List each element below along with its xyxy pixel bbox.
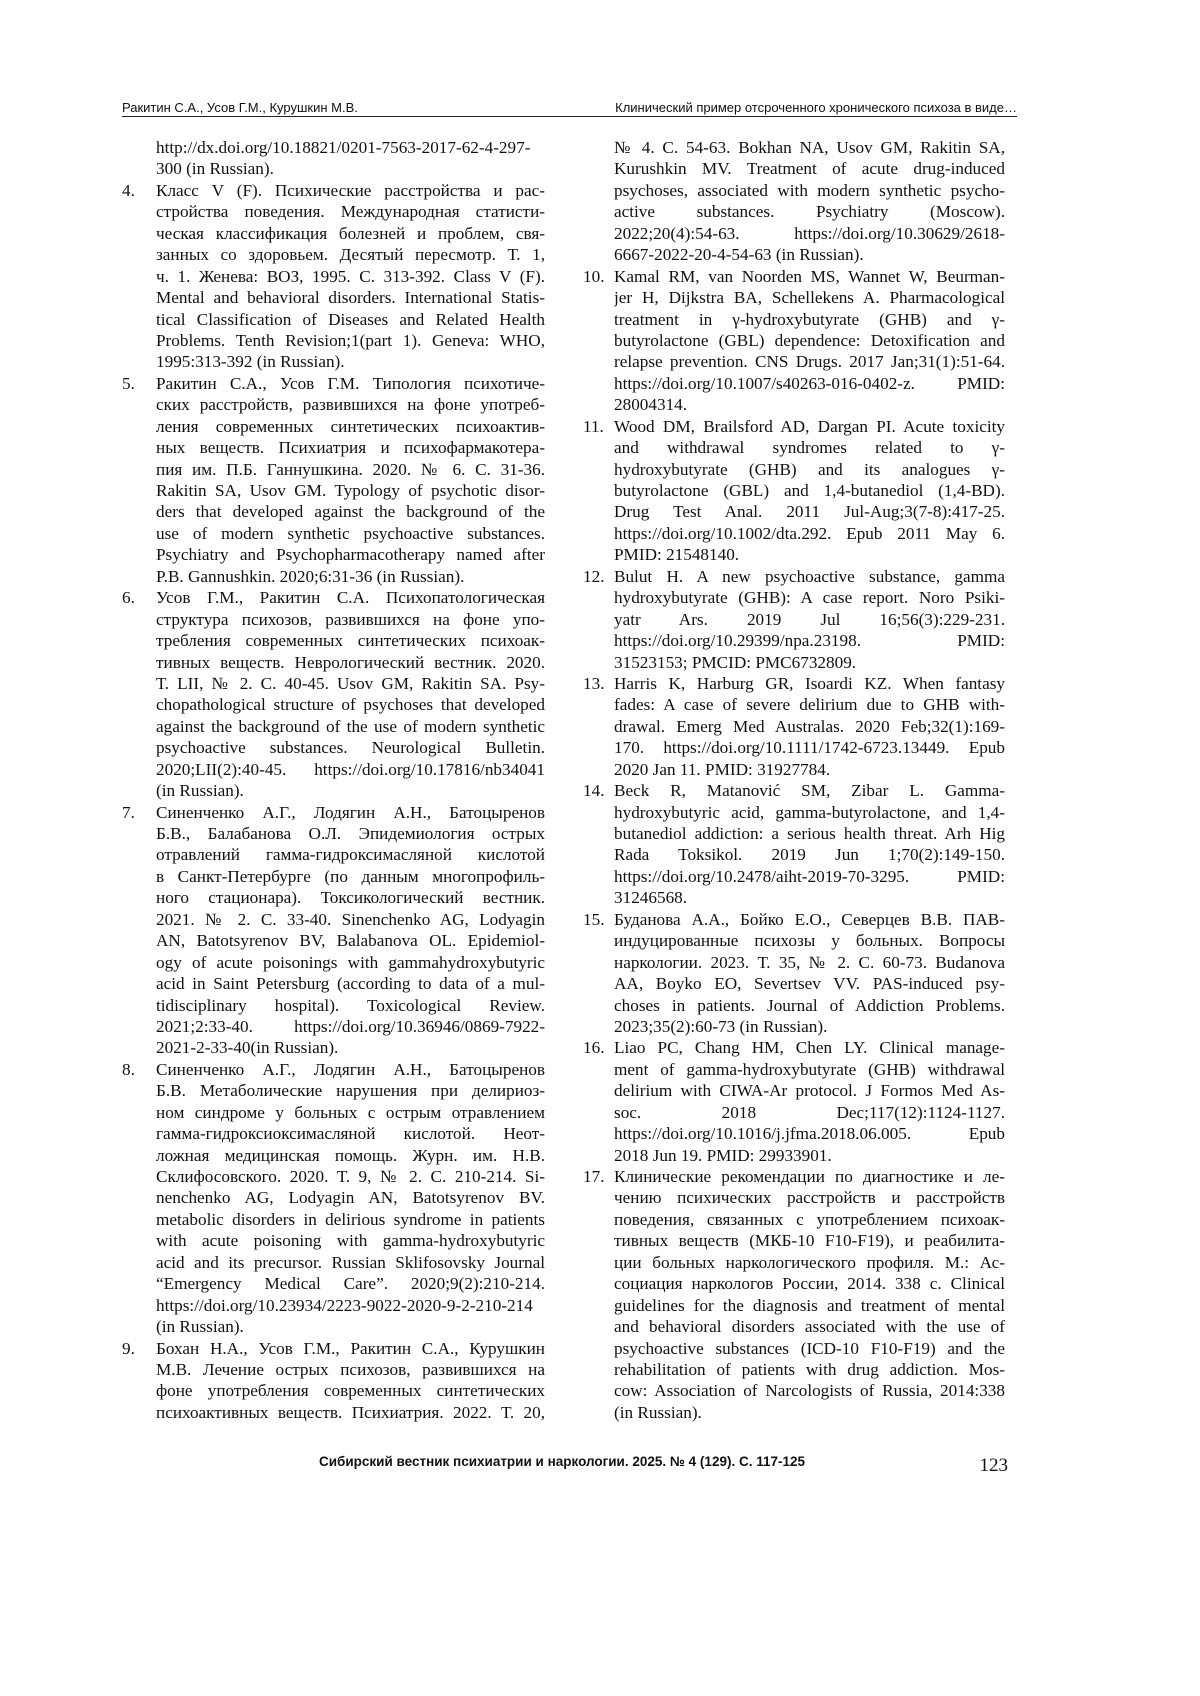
reference-line: фоне употребления современных синтетических — [156, 1381, 545, 1401]
reference-line: fades: A case of severe delirium due to GHB with- — [614, 695, 1005, 715]
reference-line: drawal. Emerg Med Australas. 2020 Feb;32(1):169- — [614, 716, 1005, 736]
reference-line: требления современных синтетических психоак- — [156, 631, 545, 651]
reference-line: Т. LII, № 2. С. 40-45. Usov GM, Rakitin SA. Psy- — [156, 673, 545, 693]
reference-item — [122, 1338, 545, 1424]
reference-line: yatr Ars. 2019 Jul 16;56(3):229-231. — [614, 609, 1005, 629]
reference-line: социация наркологов России, 2014. 338 с. Clinical — [614, 1274, 1005, 1294]
reference-line: Б.В. Метаболические нарушения при делириоз- — [156, 1081, 545, 1101]
reference-line: ложная медицинская помощь. Журн. им. Н.В. — [156, 1145, 545, 1165]
reference-number: 12. — [583, 566, 605, 586]
header-authors: Ракитин С.А., Усов Г.М., Курушкин М.В. — [122, 100, 358, 115]
reference-line: ment of gamma-hydroxybutyrate (GHB) withdrawal — [614, 1059, 1005, 1079]
reference-text — [614, 1166, 1005, 1423]
reference-line: acid and its precursor. Russian Sklifosovsky Journal — [156, 1252, 545, 1272]
reference-line: тивных веществ (МКБ-10 F10-F19), и реабилита- — [614, 1231, 1005, 1251]
reference-line: psychoactive substances. Neurological Bulletin. — [156, 738, 545, 758]
reference-number: 5. — [122, 373, 135, 393]
footer-journal-citation — [122, 1453, 1002, 1471]
reference-line: Синенченко А.Г., Лодягин А.Н., Батоцыренов — [156, 802, 545, 822]
reference-line: Б.В., Балабанова О.Л. Эпидемиология острых — [156, 824, 545, 843]
reference-line: hydroxybutyrate (GHB): A case report. Noro Psiki- — [614, 588, 1005, 608]
reference-line: https://doi.org/10.29399/npa.23198. PMID: — [614, 631, 1005, 651]
reference-text — [614, 1037, 1005, 1166]
reference-line: with acute poisoning with gamma-hydroxybutyric — [156, 1231, 545, 1251]
reference-line: Harris K, Harburg GR, Isoardi KZ. When fantasy — [614, 673, 1005, 693]
reference-text — [614, 416, 1005, 566]
reference-item — [122, 1059, 545, 1338]
reference-line: 1995:313-392 (in Russian). — [156, 352, 345, 372]
reference-text — [614, 909, 1005, 1038]
reference-line: поведения, связанных с употреблением психоак- — [614, 1209, 1005, 1229]
reference-line: jer H, Dijkstra BA, Schellekens A. Pharmacological — [614, 288, 1005, 308]
reference-line: М.В. Лечение острых психозов, развившихся на — [156, 1359, 545, 1379]
reference-line: butyrolactone (GBL) and 1,4-butanediol (1,4-BD). — [614, 481, 1005, 500]
reference-line: active substances. Psychiatry (Moscow). — [614, 202, 1005, 222]
reference-line: 2021. № 2. С. 33-40. Sinenchenko AG, Lodyagin — [156, 909, 545, 929]
reference-line: № 4. С. 54-63. Bokhan NA, Usov GM, Rakitin SA, — [614, 138, 1005, 157]
reference-line: treatment in γ-hydroxybutyrate (GHB) and γ- — [614, 309, 1005, 329]
reference-line: ном синдроме у больных с острым отравлением — [156, 1102, 545, 1122]
reference-continuation — [122, 137, 545, 180]
reference-line: индуцированные психозы у больных. Вопросы — [614, 931, 1005, 951]
reference-number: 9. — [122, 1338, 135, 1358]
reference-line: Wood DM, Brailsford AD, Dargan PI. Acute toxicity — [614, 416, 1005, 436]
reference-number: 10. — [583, 266, 605, 286]
reference-number: 8. — [122, 1059, 135, 1079]
reference-line: and behavioral disorders associated with the use of — [614, 1317, 1005, 1337]
hanging-indent — [122, 137, 156, 158]
reference-line: 170. https://doi.org/10.1111/1742-6723.13449. Epub — [614, 738, 1005, 758]
references-right-column — [583, 137, 1005, 1423]
reference-text — [156, 802, 545, 1059]
reference-line: tidisciplinary hospital). Toxicological Review. — [156, 995, 545, 1015]
reference-line: Усов Г.М., Ракитин С.А. Психопатологическая — [156, 588, 545, 608]
reference-line: 2020;LII(2):40-45. https://doi.org/10.17816/nb34041 — [156, 759, 545, 779]
reference-number: 15. — [583, 909, 605, 929]
references-left-column — [122, 137, 545, 1423]
reference-line: “Emergency Medical Care”. 2020;9(2):210-214. — [156, 1274, 545, 1294]
reference-line: hydroxybutyrate (GHB) and its analogues γ- — [614, 459, 1005, 479]
reference-line: 31523153; PMCID: PMC6732809. — [614, 652, 857, 672]
reference-line: стройства поведения. Международная статисти- — [156, 202, 545, 222]
reference-line: P.B. Gannushkin. 2020;6:31-36 (in Russian). — [156, 566, 465, 586]
reference-line: butanediol addiction: a serious health threat. Arh Hig — [614, 824, 1005, 843]
reference-item — [122, 587, 545, 801]
reference-line: acid in Saint Petersburg (according to data of a mul- — [156, 974, 545, 994]
reference-text — [156, 1338, 545, 1424]
reference-number: 11. — [583, 416, 604, 436]
reference-line: 2020 Jan 11. PMID: 31927784. — [614, 759, 831, 779]
reference-text — [156, 137, 545, 180]
reference-item — [583, 673, 1005, 780]
reference-line: psychoses, associated with modern synthetic psycho- — [614, 180, 1005, 200]
reference-line: Kamal RM, van Noorden MS, Wannet W, Beurman- — [614, 266, 1005, 286]
reference-text — [614, 780, 1005, 909]
reference-continuation — [583, 137, 1005, 266]
reference-line: наркологии. 2023. Т. 35, № 2. С. 60-73. Budanova — [614, 952, 1005, 972]
reference-line: ских расстройств, развившихся на фоне употреб- — [156, 395, 545, 415]
reference-line: структура психозов, развившихся на фоне упо- — [156, 609, 545, 629]
reference-text — [614, 137, 1005, 266]
reference-line: metabolic disorders in delirious syndrome in patients — [156, 1209, 545, 1229]
reference-line: Liao PC, Chang HM, Chen LY. Clinical manage- — [614, 1038, 1005, 1058]
reference-line: Бохан Н.А., Усов Г.М., Ракитин С.А., Курушкин — [156, 1338, 545, 1358]
reference-number: 14. — [583, 781, 605, 801]
reference-line: Drug Test Anal. 2011 Jul-Aug;3(7-8):417-25. — [614, 502, 1005, 522]
reference-line: against the background of the use of modern synthetic — [156, 716, 545, 736]
reference-line: Rada Toksikol. 2019 Jun 1;70(2):149-150. — [614, 845, 1005, 865]
reference-line: use of modern synthetic psychoactive substances. — [156, 523, 545, 543]
reference-line: and withdrawal syndromes related to γ- — [614, 438, 1005, 458]
reference-item — [583, 909, 1005, 1038]
reference-text — [156, 1059, 545, 1338]
header-article-title: Клинический пример отсроченного хронического психоза в виде… — [615, 100, 1017, 115]
reference-line: ции больных наркологического профиля. М.: Ас- — [614, 1252, 1005, 1272]
reference-line: (in Russian). — [614, 1402, 702, 1422]
footer-journal-text: Сибирский вестник психиатрии и наркологии. 2025. № 4 (129). С. 117-125 — [318, 1454, 806, 1469]
reference-line: ders that developed against the background of the — [156, 502, 545, 522]
reference-number: 13. — [583, 673, 605, 693]
reference-line: ч. 1. Женева: ВОЗ, 1995. С. 313-392. Class V (F). — [156, 266, 545, 286]
reference-text — [614, 566, 1005, 673]
reference-line: ogy of acute poisonings with gammahydroxybutyric — [156, 952, 545, 972]
reference-line: https://doi.org/10.23934/2223-9022-2020-9-2-210-214 — [156, 1295, 533, 1315]
reference-line: PMID: 21548140. — [614, 545, 740, 565]
reference-line: ления современных синтетических психоактив- — [156, 416, 545, 436]
reference-line: ческая классификация болезней и проблем, свя- — [156, 223, 545, 243]
reference-line: Склифосовского. 2020. Т. 9, № 2. С. 210-214. Si- — [156, 1167, 545, 1186]
reference-line: delirium with CIWA-Ar protocol. J Formos Med As- — [614, 1081, 1005, 1101]
reference-line: choses in patients. Journal of Addiction Problems. — [614, 995, 1005, 1015]
reference-line: https://doi.org/10.2478/aiht-2019-70-3295. PMID: — [614, 866, 1005, 886]
reference-item — [122, 180, 545, 373]
reference-line: 6667-2022-20-4-54-63 (in Russian). — [614, 245, 864, 265]
reference-line: 2021;2:33-40. https://doi.org/10.36946/0869-7922- — [156, 1016, 545, 1036]
reference-line: relapse prevention. CNS Drugs. 2017 Jan;31(1):51-64. — [614, 352, 1005, 372]
reference-item — [583, 566, 1005, 673]
reference-line: ного стационара). Токсикологический вестник. — [156, 888, 545, 908]
reference-line: ных веществ. Психиатрия и психофармакотера- — [156, 438, 545, 458]
reference-line: отравлений гамма-гидроксимасляной кислотой — [156, 845, 545, 865]
reference-number: 17. — [583, 1167, 605, 1186]
reference-item — [583, 416, 1005, 566]
hanging-indent — [583, 137, 614, 158]
reference-line: 2023;35(2):60-73 (in Russian). — [614, 1016, 828, 1036]
reference-line: cow: Association of Narcologists of Russia, 2014:338 — [614, 1381, 1005, 1401]
reference-line: Клинические рекомендации по диагностике и ле- — [614, 1167, 1005, 1186]
reference-line: Psychiatry and Psychopharmacotherapy named after — [156, 545, 545, 565]
reference-text — [156, 587, 545, 801]
reference-line: Problems. Tenth Revision;1(part 1). Geneva: WHO, — [156, 330, 545, 350]
reference-line: rehabilitation of patients with drug addiction. Mos- — [614, 1359, 1005, 1379]
running-header — [122, 95, 1017, 117]
reference-line: AA, Boyko EO, Severtsev VV. PAS-induced psy- — [614, 974, 1005, 994]
reference-line: занных со здоровьем. Десятый пересмотр. Т. 1, — [156, 245, 545, 265]
reference-line: Синенченко А.Г., Лодягин А.Н., Батоцыренов — [156, 1059, 545, 1079]
reference-line: Ракитин С.А., Усов Г.М. Типология психотиче- — [156, 373, 545, 393]
reference-line: 31246568. — [614, 888, 688, 908]
reference-line: Класс V (F). Психические расстройства и рас- — [156, 180, 545, 200]
reference-line: тивных веществ. Неврологический вестник. 2020. — [156, 652, 545, 672]
reference-number: 4. — [122, 180, 135, 200]
reference-line: nenchenko AG, Lodyagin AN, Batotsyrenov BV. — [156, 1188, 545, 1208]
reference-line: 28004314. — [614, 395, 688, 415]
reference-text — [614, 673, 1005, 780]
reference-line: чению психических расстройств и расстройств — [614, 1188, 1005, 1208]
reference-line: https://doi.org/10.1007/s40263-016-0402-z. PMID: — [614, 373, 1005, 393]
reference-line: 2018 Jun 19. PMID: 29933901. — [614, 1145, 832, 1165]
reference-line: Kurushkin MV. Treatment of acute drug-induced — [614, 159, 1005, 179]
reference-line: Rakitin SA, Usov GM. Typology of psychotic disor- — [156, 481, 545, 500]
reference-line: http://dx.doi.org/10.18821/0201-7563-2017-62-4-297- — [156, 138, 531, 157]
reference-item — [583, 1037, 1005, 1166]
reference-line: 300 (in Russian). — [156, 159, 274, 179]
reference-line: butyrolactone (GBL) dependence: Detoxification and — [614, 330, 1005, 350]
reference-item — [583, 780, 1005, 909]
reference-line: 2022;20(4):54-63. https://doi.org/10.30629/2618- — [614, 223, 1005, 243]
reference-line: гамма-гидроксиоксимасляной кислотой. Неот- — [156, 1124, 545, 1144]
reference-item — [122, 802, 545, 1059]
reference-line: tical Classification of Diseases and Related Health — [156, 309, 545, 329]
reference-line: Буданова А.А., Бойко Е.О., Северцев В.В. ПАВ- — [614, 909, 1005, 929]
reference-line: пия им. П.Б. Ганнушкина. 2020. № 6. С. 31-36. — [156, 459, 545, 479]
page-number: 123 — [979, 1455, 1008, 1476]
reference-number: 16. — [583, 1038, 605, 1058]
reference-line: psychoactive substances (ICD-10 F10-F19) and the — [614, 1338, 1005, 1358]
reference-line: Beck R, Matanović SM, Zibar L. Gamma- — [614, 781, 1005, 801]
reference-item — [583, 1166, 1005, 1423]
reference-number: 7. — [122, 802, 135, 822]
reference-line: https://doi.org/10.1016/j.jfma.2018.06.005. Epub — [614, 1124, 1005, 1144]
reference-line: https://doi.org/10.1002/dta.292. Epub 2011 May 6. — [614, 523, 1005, 543]
reference-line: 2021-2-33-40(in Russian). — [156, 1038, 339, 1058]
reference-line: guidelines for the diagnosis and treatment of mental — [614, 1295, 1005, 1315]
reference-line: chopathological structure of psychoses that developed — [156, 695, 545, 715]
reference-item — [583, 266, 1005, 416]
reference-number: 6. — [122, 588, 135, 608]
reference-text — [156, 373, 545, 587]
reference-line: soc. 2018 Dec;117(12):1124-1127. — [614, 1102, 1005, 1122]
reference-line: hydroxybutyric acid, gamma-butyrolactone, and 1,4- — [614, 802, 1005, 822]
reference-line: (in Russian). — [156, 1317, 244, 1337]
reference-line: (in Russian). — [156, 781, 244, 801]
reference-item — [122, 373, 545, 587]
reference-line: AN, Batotsyrenov BV, Balabanova OL. Epidemiol- — [156, 931, 545, 951]
reference-text — [614, 266, 1005, 416]
reference-line: Mental and behavioral disorders. International Statis- — [156, 288, 545, 308]
reference-line: психоактивных веществ. Психиатрия. 2022. Т. 20, — [156, 1402, 545, 1422]
reference-text — [156, 180, 545, 373]
reference-line: Bulut H. A new psychoactive substance, gamma — [614, 566, 1005, 586]
reference-line: в Санкт-Петербурге (по данным многопрофиль- — [156, 866, 545, 886]
